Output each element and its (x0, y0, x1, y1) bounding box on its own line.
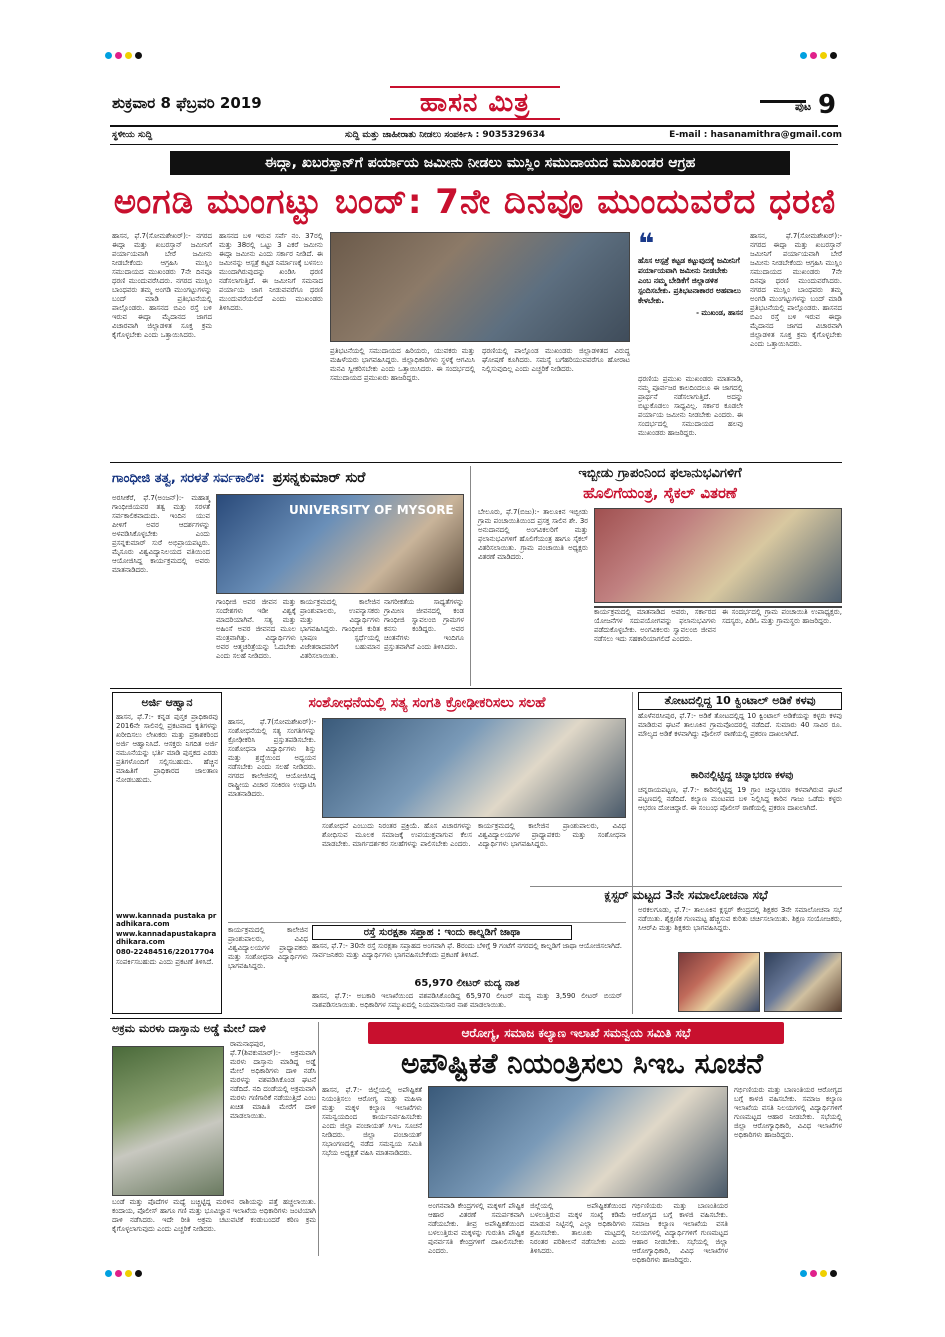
contact-tagline: ಸುದ್ದಿ ಮತ್ತು ಜಾಹೀರಾತು ನೀಡಲು ಸಂಪರ್ಕಿಸಿ : 9035329634 (345, 130, 546, 140)
appeal-box (112, 692, 222, 1014)
sand-raid-column-1: ರಾಮನಾಥಪುರ, ಫೆ.7(ಶಿವಕುಮಾರ್):- ಅಕ್ರಮವಾಗಿ ಮರಳು ದಾಸ್ತಾನು ಮಾಡಿದ್ದ ಅಡ್ಡೆ ಮೇಲೆ ಅಧಿಕಾರಿಗಳು ದಾಳಿ ನಡೆಸಿ ಮರಳನ್ನು ವಶಪಡಿಸಿಕೊಂಡ ಘಟನೆ ನಡೆದಿದೆ. ನದಿ ದಂಡೆಯಲ್ಲಿ ಅಕ್ರಮವಾಗಿ ಮರಳು ಗಣಿಗಾರಿಕೆ ನಡೆಯುತ್ತಿದೆ ಎಂಬ ಖಚಿತ ಮಾಹಿತಿ ಮೇರೆಗೆ ದಾಳಿ ಮಾಡಲಾಯಿತು. (230, 1040, 316, 1120)
header-divider (110, 125, 838, 127)
appeal-headline: ಅರ್ಜಿ ಆಹ್ವಾನ (141, 696, 193, 709)
cycle-photo-1 (594, 508, 842, 603)
cluster-photo-1 (678, 952, 760, 1012)
page-label: ಪುಟ (795, 100, 812, 113)
truth-column-3: ಕಾರ್ಯಕ್ರಮದಲ್ಲಿ ಕಾಲೇಜಿನ ಪ್ರಾಂಶುಪಾಲರು, ವಿವಿಧ ವಿಶ್ವವಿದ್ಯಾಲಯಗಳ ಪ್ರಾಧ್ಯಾಪಕರು ಮತ್ತು ಸಂಶೋಧನಾ ವಿದ್ಯಾರ್ಥಿಗಳು ಭಾಗವಹಿಸಿದ್ದರು. (478, 822, 626, 848)
gandhi-photo-banner: UNIVERSITY OF MYSORE (289, 503, 454, 517)
top-story-photo (330, 232, 630, 342)
truth-headline: ಸಂಶೋಧನೆಯಲ್ಲಿ ಸತ್ಯ ಸಂಗತಿ ಕ್ರೋಢೀಕರಿಸಲು ಸಲಹೆ (308, 695, 546, 711)
truth-column-1: ಹಾಸನ, ಫೆ.7(ಸೋಮಶೇಖರ್):- ಸಂಶೋಧನೆಯಲ್ಲಿ ಸತ್ಯ ಸಂಗತಿಗಳನ್ನು ಕ್ರೋಢೀಕರಿಸಿ ಪ್ರಸ್ತುತಪಡಿಸಬೇಕು. ಸಂಶೋಧನಾ ವಿದ್ಯಾರ್ಥಿಗಳು ಶಿಸ್ತು ಮತ್ತು ಶ್ರದ್ಧೆಯಿಂದ ಅಧ್ಯಯನ ನಡೆಸಬೇಕು ಎಂದು ಸಲಹೆ ನೀಡಿದರು. ನಗರದ ಕಾಲೇಜಿನಲ್ಲಿ ಆಯೋಜಿಸಿದ್ದ ರಾಷ್ಟ್ರೀಯ ವಿಚಾರ ಸಂಕಿರಣ ಉದ್ಘಾಟಿಸಿ ಮಾತನಾಡಿದರು. (228, 718, 316, 798)
gandhi-column-2: ಗಾಂಧೀಜಿ ಅವರ ಜೀವನ ಮತ್ತು ಸಂದೇಶಗಳು ಇಡೀ ವಿಶ್ವಕ್ಕೆ ಮಾದರಿಯಾಗಿವೆ. ಸತ್ಯ ಮತ್ತು ಅಹಿಂಸೆ ಅವರ ಜೀವನದ ಮೂಲ ಮಂತ್ರವಾಗಿತ್ತು. ವಿದ್ಯಾರ್ಥಿಗಳು ಅವರ ಆತ್ಮಚರಿತ್ರೆಯನ್ನು ಓದಬೇಕು ಎಂದು ಸಲಹೆ ನೀಡಿದರು. (216, 598, 296, 660)
cycle-column-3: ಈ ಸಂದರ್ಭದಲ್ಲಿ ಗ್ರಾಮ ಪಂಚಾಯಿತಿ ಉಪಾಧ್ಯಕ್ಷರು, ಸದಸ್ಯರು, ಪಿಡಿಓ ಮತ್ತು ಗ್ರಾಮಸ್ಥರು ಹಾಜರಿದ್ದರು. (722, 608, 842, 625)
gandhi-column-1: ಅರಸೀಕೆರೆ, ಫೆ.7(ಅಂಜನ್):- ಮಹಾತ್ಮ ಗಾಂಧೀಜಿಯವರ ತತ್ವ ಮತ್ತು ಸರಳತೆ ಸರ್ವಕಾಲಿಕವಾದುದು. ಇಂದಿನ ಯುವ ಪೀಳಿಗೆ ಅವರ ಆದರ್ಶಗಳನ್ನು ಅಳವಡಿಸಿಕೊಳ್ಳಬೇಕು ಎಂದು ಪ್ರಸನ್ನಕುಮಾರ್ ಸುರೆ ಅಭಿಪ್ರಾಯಪಟ್ಟರು. ಮೈಸೂರು ವಿಶ್ವವಿದ್ಯಾನಿಲಯದ ವತಿಯಿಂದ ಆಯೋಜಿಸಿದ್ದ ಕಾರ್ಯಕ್ರಮದಲ್ಲಿ ಅವರು ಮಾತನಾಡಿದರು. (112, 494, 210, 574)
gandhi-headline-part-a: ಗಾಂಧೀಜಿ ತತ್ವ, ಸರಳತೆ ಸರ್ವಕಾಲಿಕ: (112, 470, 265, 486)
cycle-headline-b: ಹೊಲಿಗೆಯಂತ್ರ, ಸೈಕಲ್ ವಿತರಣೆ (583, 484, 737, 502)
sand-raid-column-2: ಬಂಡೆ ಮತ್ತು ಪೊದೆಗಳ ಮಧ್ಯೆ ಬಚ್ಚಿಟ್ಟಿದ್ದ ಮರಳಿನ ರಾಶಿಯನ್ನು ಪತ್ತೆ ಹಚ್ಚಲಾಯಿತು. ಕಂದಾಯ, ಪೊಲೀಸ್ ಹಾಗೂ ಗಣಿ ಮತ್ತು ಭೂವಿಜ್ಞಾನ ಇಲಾಖೆಯ ಅಧಿಕಾರಿಗಳು ಜಂಟಿಯಾಗಿ ದಾಳಿ ನಡೆಸಿದರು. ಇದೇ ರೀತಿ ಅಕ್ರಮ ಚಟುವಟಿಕೆ ಕಂಡುಬಂದರೆ ಕಠಿಣ ಕ್ರಮ ಕೈಗೊಳ್ಳಲಾಗುವುದು ಎಂದು ಎಚ್ಚರಿಕೆ ನೀಡಿದರು. (112, 1198, 316, 1233)
appeal-body: ಹಾಸನ, ಫೆ.7:- ಕನ್ನಡ ಪುಸ್ತಕ ಪ್ರಾಧಿಕಾರವು 2016ನೇ ಸಾಲಿನಲ್ಲಿ ಪ್ರಕಟವಾದ ಕೃತಿಗಳನ್ನು ಖರೀದಿಸಲು ಲೇಖಕರು ಮತ್ತು ಪ್ರಕಾಶಕರಿಂದ ಅರ್ಜಿ ಆಹ್ವಾನಿಸಿದೆ. ಆಸಕ್ತರು ನಿಗದಿತ ಅರ್ಜಿ ನಮೂನೆಯನ್ನು ಭರ್ತಿ ಮಾಡಿ ಪುಸ್ತಕದ ಎರಡು ಪ್ರತಿಗಳೊಂದಿಗೆ ಸಲ್ಲಿಸಬಹುದು. ಹೆಚ್ಚಿನ ಮಾಹಿತಿಗೆ ಪ್ರಾಧಿಕಾರದ ಜಾಲತಾಣ ನೋಡಬಹುದು. (116, 713, 218, 784)
cycle-column-1: ಬೇಲೂರು, ಫೆ.7(ಬಿಜು):- ತಾಲೂಕಿನ ಇಬ್ಬೀಡು ಗ್ರಾಮ ಪಂಚಾಯಿತಿಯಿಂದ ಪ್ರಸಕ್ತ ಸಾಲಿನ ಶೇ. 3ರ ಅನುದಾನದಲ್ಲಿ ಅಂಗವಿಕಲರಿಗೆ ಮತ್ತು ಫಲಾನುಭವಿಗಳಿಗೆ ಹೊಲಿಗೆಯಂತ್ರ ಹಾಗೂ ಸೈಕಲ್ ವಿತರಿಸಲಾಯಿತು. ಗ್ರಾಮ ಪಂಚಾಯಿತಿ ಅಧ್ಯಕ್ಷರು ವಿತರಣೆ ಮಾಡಿದರು. (478, 508, 588, 561)
gandhi-column-3: ಕಾರ್ಯಕ್ರಮದಲ್ಲಿ ಕಾಲೇಜಿನ ಪ್ರಾಂಶುಪಾಲರು, ಉಪನ್ಯಾಸಕರು ಮತ್ತು ವಿದ್ಯಾರ್ಥಿಗಳು ಭಾಗವಹಿಸಿದ್ದರು. ಗಾಂಧೀಜಿ ಕುರಿತ ಭಾಷಣ ಸ್ಪರ್ಧೆಯಲ್ಲಿ ವಿಜೇತರಾದವರಿಗೆ ಬಹುಮಾನ ವಿತರಿಸಲಾಯಿತು. (300, 598, 380, 660)
page-number: 9 (818, 90, 837, 120)
contact-email: E-mail : hasanamithra@gmail.com (669, 130, 842, 140)
theft2-headline: ಕಾರಿನಲ್ಲಿಟ್ಟಿದ್ದ ಚಿನ್ನಾಭರಣ ಕಳವು (690, 770, 794, 781)
quote-author: - ಮುಖಂಡ, ಹಾಸನ (696, 309, 743, 317)
section-divider-3 (110, 1018, 842, 1019)
road-safety-body: ಹಾಸನ, ಫೆ.7:- 30ನೇ ರಸ್ತೆ ಸುರಕ್ಷತಾ ಸಪ್ತಾಹದ ಅಂಗವಾಗಿ ಫೆ. 8ರಂದು ಬೆಳಿಗ್ಗೆ 9 ಗಂಟೆಗೆ ನಗರದಲ್ಲಿ ಕಾಲ್ನಡಿಗೆ ಜಾಥಾ ಆಯೋಜಿಸಲಾಗಿದೆ. ಸಾರ್ವಜನಿಕರು ಮತ್ತು ವಿದ್ಯಾರ್ಥಿಗಳು ಭಾಗವಹಿಸಬೇಕೆಂದು ಪ್ರಕಟಣೆ ತಿಳಿಸಿದೆ. (312, 942, 622, 959)
masthead-title: ಹಾಸನ ಮಿತ್ರ (419, 88, 531, 118)
gandhi-headline-part-b: ಪ್ರಸನ್ನಕುಮಾರ್ ಸುರೆ (272, 470, 366, 486)
masthead-frame (390, 86, 560, 120)
truth-column-4: ಕಾರ್ಯಕ್ರಮದಲ್ಲಿ ಕಾಲೇಜಿನ ಪ್ರಾಂಶುಪಾಲರು, ವಿವಿಧ ವಿಶ್ವವಿದ್ಯಾಲಯಗಳ ಪ್ರಾಧ್ಯಾಪಕರು ಮತ್ತು ಸಂಶೋಧನಾ ವಿದ್ಯಾರ್ಥಿಗಳು ಭಾಗವಹಿಸಿದ್ದರು. (228, 926, 308, 970)
liquor-body: ಹಾಸನ, ಫೆ.7:- ಅಬಕಾರಿ ಇಲಾಖೆಯಿಂದ ವಶಪಡಿಸಿಕೊಂಡಿದ್ದ 65,970 ಲೀಟರ್ ಮದ್ಯ ಮತ್ತು 3,590 ಲೀಟರ್ ಬಿಯರ್ ನಾಶಪಡಿಸಲಾಯಿತು. ಅಧಿಕಾರಿಗಳ ಸಮ್ಮುಖದಲ್ಲಿ ನಿಯಮಾನುಸಾರ ನಾಶ ಮಾಡಲಾಯಿತು. (312, 992, 622, 1009)
gandhi-photo (216, 494, 464, 594)
top-story-quote-box (638, 227, 743, 372)
top-story-column-4: ಧರಣಿಯಲ್ಲಿ ಪಾಲ್ಗೊಂಡ ಮುಖಂಡರು ಜಿಲ್ಲಾಡಳಿತದ ವಿರುದ್ಧ ಘೋಷಣೆ ಕೂಗಿದರು. ಸಮಸ್ಯೆ ಬಗೆಹರಿಯುವವರೆಗೂ ಹೋರಾಟ ನಿಲ್ಲಿಸುವುದಿಲ್ಲ ಎಂದು ಎಚ್ಚರಿಕೆ ನೀಡಿದರು. (482, 347, 630, 373)
health-headline: ಅಪೌಷ್ಟಿಕತೆ ನಿಯಂತ್ರಿಸಲು ಸಿಇಒ ಸೂಚನೆ (401, 1047, 763, 1080)
theft1-headline: ತೋಟದಲ್ಲಿದ್ದ 10 ಕ್ವಿಂಟಾಲ್ ಅಡಿಕೆ ಕಳವು (638, 692, 842, 710)
section-label: ಸ್ಥಳೀಯ ಸುದ್ದಿ (112, 130, 153, 140)
page-date: ಶುಕ್ರವಾರ 8 ಫೆಬ್ರವರಿ 2019 (112, 94, 262, 112)
truth-photo (322, 718, 626, 818)
top-story-column-2: ಹಾಸನದ ಬಳಿ ಇರುವ ಸರ್ವೆ ನಂ. 37ರಲ್ಲಿ ಮತ್ತು 38ರಲ್ಲಿ ಒಟ್ಟು 3 ಎಕರೆ ಜಮೀನು ಈದ್ಗಾ ಜಮೀನು ಎಂದು ಸರ್ಕಾರ ನೀಡಿದೆ. ಈ ಜಮೀನನ್ನು ಆಸ್ಪತ್ರೆ ಕಟ್ಟಡ ನಿರ್ಮಾಣಕ್ಕೆ ಬಳಸಲು ಮುಂದಾಗಿರುವುದನ್ನು ಖಂಡಿಸಿ ಧರಣಿ ನಡೆಸಲಾಗುತ್ತಿದೆ. ಈ ಜಮೀನಿಗೆ ಸಮನಾದ ಪರ್ಯಾಯ ಜಾಗ ನೀಡುವವರೆಗೂ ಧರಣಿ ಮುಂದುವರೆಯಲಿದೆ ಎಂದು ಮುಖಂಡರು ತಿಳಿಸಿದರು. (219, 232, 323, 312)
top-story-column-1: ಹಾಸನ, ಫೆ.7(ಸೋಮಶೇಖರ್):- ನಗರದ ಈದ್ಗಾ ಮತ್ತು ಖಬರಸ್ತಾನ್ ಜಮೀನಿಗೆ ಪರ್ಯಾಯವಾಗಿ ಬೇರೆ ಜಮೀನು ನೀಡಬೇಕೆಂದು ಆಗ್ರಹಿಸಿ ಮುಸ್ಲಿಂ ಸಮುದಾಯದ ಮುಖಂಡರು 7ನೇ ದಿನವೂ ಧರಣಿ ಮುಂದುವರೆಸಿದರು. ನಗರದ ಮುಸ್ಲಿಂ ಬಾಂಧವರು ತಮ್ಮ ಅಂಗಡಿ ಮುಂಗಟ್ಟುಗಳನ್ನು ಬಂದ್ ಮಾಡಿ ಪ್ರತಿಭಟನೆಯಲ್ಲಿ ಪಾಲ್ಗೊಂಡರು. ಹಾಸನದ ಬಿಎಂ ರಸ್ತೆ ಬಳಿ ಇರುವ ಈದ್ಗಾ ಮೈದಾನದ ಜಾಗದ ವಿಚಾರವಾಗಿ ಜಿಲ್ಲಾಡಳಿತ ಸೂಕ್ತ ಕ್ರಮ ಕೈಗೊಳ್ಳಬೇಕು ಎಂದು ಒತ್ತಾಯಿಸಿದರು. (112, 232, 212, 339)
top-story-column-6: ಹಾಸನ, ಫೆ.7(ಸೋಮಶೇಖರ್):- ನಗರದ ಈದ್ಗಾ ಮತ್ತು ಖಬರಸ್ತಾನ್ ಜಮೀನಿಗೆ ಪರ್ಯಾಯವಾಗಿ ಬೇರೆ ಜಮೀನು ನೀಡಬೇಕೆಂದು ಆಗ್ರಹಿಸಿ ಮುಸ್ಲಿಂ ಸಮುದಾಯದ ಮುಖಂಡರು 7ನೇ ದಿನವೂ ಧರಣಿ ಮುಂದುವರೆಸಿದರು. ನಗರದ ಮುಸ್ಲಿಂ ಬಾಂಧವರು ತಮ್ಮ ಅಂಗಡಿ ಮುಂಗಟ್ಟುಗಳನ್ನು ಬಂದ್ ಮಾಡಿ ಪ್ರತಿಭಟನೆಯಲ್ಲಿ ಪಾಲ್ಗೊಂಡರು. ಹಾಸನದ ಬಿಎಂ ರಸ್ತೆ ಬಳಿ ಇರುವ ಈದ್ಗಾ ಮೈದಾನದ ಜಾಗದ ವಿಚಾರವಾಗಿ ಜಿಲ್ಲಾಡಳಿತ ಸೂಕ್ತ ಕ್ರಮ ಕೈಗೊಳ್ಳಬೇಕು ಎಂದು ಒತ್ತಾಯಿಸಿದರು. (750, 232, 842, 348)
registration-marks-bottom-left (105, 1270, 142, 1277)
liquor-headline: 65,970 ಲೀಟರ್ ಮದ್ಯ ನಾಶ (414, 978, 520, 989)
column-divider-mid (470, 466, 471, 686)
top-story-kicker: ಈದ್ಗಾ, ಖಬರಸ್ತಾನ್‌ಗೆ ಪರ್ಯಾಯ ಜಮೀನು ನೀಡಲು ಮುಸ್ಲಿಂ ಸಮುದಾಯದ ಮುಖಂಡರ ಆಗ್ರಹ (170, 151, 790, 175)
health-column-3: ಜಿಲ್ಲೆಯಲ್ಲಿ ಅಪೌಷ್ಟಿಕತೆಯಿಂದ ಬಳಲುತ್ತಿರುವ ಮಕ್ಕಳ ಸಂಖ್ಯೆ ಕಡಿಮೆ ಮಾಡುವ ನಿಟ್ಟಿನಲ್ಲಿ ಎಲ್ಲಾ ಅಧಿಕಾರಿಗಳು ಶ್ರಮಿಸಬೇಕು. ತಾಲೂಕು ಮಟ್ಟದಲ್ಲಿ ನಿರಂತರ ಪರಿಶೀಲನೆ ನಡೆಸಬೇಕು ಎಂದು ತಿಳಿಸಿದರು. (530, 1202, 626, 1255)
health-column-5: ಗರ್ಭಿಣಿಯರು ಮತ್ತು ಬಾಣಂತಿಯರ ಆರೋಗ್ಯದ ಬಗ್ಗೆ ಕಾಳಜಿ ವಹಿಸಬೇಕು. ಸಮಾಜ ಕಲ್ಯಾಣ ಇಲಾಖೆಯ ವಸತಿ ನಿಲಯಗಳಲ್ಲಿ ವಿದ್ಯಾರ್ಥಿಗಳಿಗೆ ಗುಣಮಟ್ಟದ ಆಹಾರ ನೀಡಬೇಕು. ಸಭೆಯಲ್ಲಿ ಜಿಲ್ಲಾ ಆರೋಗ್ಯಾಧಿಕಾರಿ, ವಿವಿಧ ಇಲಾಖೆಗಳ ಅಧಿಕಾರಿಗಳು ಹಾಜರಿದ್ದರು. (734, 1086, 842, 1139)
cycle-column-2: ಕಾರ್ಯಕ್ರಮದಲ್ಲಿ ಮಾತನಾಡಿದ ಅವರು, ಸರ್ಕಾರದ ಯೋಜನೆಗಳ ಸದುಪಯೋಗವನ್ನು ಫಲಾನುಭವಿಗಳು ಪಡೆದುಕೊಳ್ಳಬೇಕು. ಅಂಗವಿಕಲರು ಸ್ವಾವಲಂಬಿ ಜೀವನ ನಡೆಸಲು ಇದು ಸಹಕಾರಿಯಾಗಲಿದೆ ಎಂದರು. (594, 608, 716, 643)
cycle-headline-a: ಇಬ್ಬೀಡು ಗ್ರಾಪಂನಿಂದ ಫಲಾನುಭವಿಗಳಿಗೆ (578, 466, 742, 481)
theft1-body: ಹೊಳೆನರಸೀಪುರ, ಫೆ.7:- ಅಡಿಕೆ ತೋಟದಲ್ಲಿದ್ದ 10 ಕ್ವಿಂಟಾಲ್ ಅಡಿಕೆಯನ್ನು ಕಳ್ಳರು ಕಳವು ಮಾಡಿರುವ ಘಟನೆ ತಾಲೂಕಿನ ಗ್ರಾಮವೊಂದರಲ್ಲಿ ನಡೆದಿದೆ. ಸುಮಾರು 40 ಸಾವಿರ ರೂ. ಮೌಲ್ಯದ ಅಡಿಕೆ ಕಳವಾಗಿದ್ದು ಪೊಲೀಸ್ ಠಾಣೆಯಲ್ಲಿ ಪ್ರಕರಣ ದಾಖಲಾಗಿದೆ. (638, 712, 842, 738)
cluster-headline: ಕ್ಲಸ್ಟರ್ ಮಟ್ಟದ 3ನೇ ಸಮಾಲೋಚನಾ ಸಭೆ (604, 888, 768, 902)
road-safety-headline: ರಸ್ತೆ ಸುರಕ್ಷತಾ ಸಪ್ತಾಹ : ಇಂದು ಕಾಲ್ನಡಿಗೆ ಜಾಥಾ (312, 925, 572, 940)
registration-marks-top-left (105, 52, 142, 59)
appeal-url-2[interactable]: www.kannadapustakapradhikara.com (116, 930, 217, 946)
top-story-column-3: ಪ್ರತಿಭಟನೆಯಲ್ಲಿ ಸಮುದಾಯದ ಹಿರಿಯರು, ಯುವಕರು ಮತ್ತು ಮಹಿಳೆಯರು ಭಾಗವಹಿಸಿದ್ದರು. ಜಿಲ್ಲಾಧಿಕಾರಿಗಳು ಸ್ಥಳಕ್ಕೆ ಆಗಮಿಸಿ ಮನವಿ ಸ್ವೀಕರಿಸಬೇಕು ಎಂದು ಒತ್ತಾಯಿಸಿದರು. ಈ ಸಂದರ್ಭದಲ್ಲಿ ಸಮುದಾಯದ ಪ್ರಮುಖರು ಹಾಜರಿದ್ದರು. (330, 347, 475, 382)
cluster-photo-2 (764, 952, 842, 1012)
health-column-2: ಅಂಗನವಾಡಿ ಕೇಂದ್ರಗಳಲ್ಲಿ ಮಕ್ಕಳಿಗೆ ಪೌಷ್ಟಿಕ ಆಹಾರ ವಿತರಣೆ ಸಮರ್ಪಕವಾಗಿ ನಡೆಯಬೇಕು. ತೀವ್ರ ಅಪೌಷ್ಟಿಕತೆಯಿಂದ ಬಳಲುತ್ತಿರುವ ಮಕ್ಕಳನ್ನು ಗುರುತಿಸಿ ಪೌಷ್ಟಿಕ ಪುನರ್ವಸತಿ ಕೇಂದ್ರಗಳಿಗೆ ದಾಖಲಿಸಬೇಕು ಎಂದರು. (428, 1202, 524, 1255)
quote-mark-icon: ❝ (638, 227, 655, 260)
appeal-phone: 080-22484516/22017704 (116, 948, 215, 956)
health-column-1: ಹಾಸನ, ಫೆ.7:- ಜಿಲ್ಲೆಯಲ್ಲಿ ಅಪೌಷ್ಟಿಕತೆ ನಿಯಂತ್ರಿಸಲು ಆರೋಗ್ಯ ಮತ್ತು ಮಹಿಳಾ ಮತ್ತು ಮಕ್ಕಳ ಕಲ್ಯಾಣ ಇಲಾಖೆಗಳು ಸಮನ್ವಯದಿಂದ ಕಾರ್ಯನಿರ್ವಹಿಸಬೇಕು ಎಂದು ಜಿಲ್ಲಾ ಪಂಚಾಯತ್ ಸಿಇಒ ಸೂಚನೆ ನೀಡಿದರು. ಜಿಲ್ಲಾ ಪಂಚಾಯತ್ ಸಭಾಂಗಣದಲ್ಲಿ ನಡೆದ ಸಮನ್ವಯ ಸಮಿತಿ ಸಭೆಯ ಅಧ್ಯಕ್ಷತೆ ವಹಿಸಿ ಮಾತನಾಡಿದರು. (322, 1086, 422, 1157)
cluster-divider (530, 886, 842, 887)
top-story-column-5: ಧರಣಿಯ ಪ್ರಮುಖ ಮುಖಂಡರು ಮಾತನಾಡಿ, ನಮ್ಮ ಪೂರ್ವಜರ ಕಾಲದಿಂದಲೂ ಈ ಜಾಗದಲ್ಲಿ ಪ್ರಾರ್ಥನೆ ನಡೆಸಲಾಗುತ್ತಿದೆ. ಅದನ್ನು ಬಿಟ್ಟುಕೊಡಲು ಸಾಧ್ಯವಿಲ್ಲ. ಸರ್ಕಾರ ಕೂಡಲೇ ಪರ್ಯಾಯ ಜಮೀನು ನೀಡಬೇಕು ಎಂದರು. ಈ ಸಂದರ್ಭದಲ್ಲಿ ಸಮುದಾಯದ ಹಲವು ಮುಖಂಡರು ಹಾಜರಿದ್ದರು. (638, 375, 743, 437)
top-story-quote: ಹೊಸ ಆಸ್ಪತ್ರೆ ಕಟ್ಟಡ ಕಟ್ಟುವುದಕ್ಕೆ ಜಮೀನಿಗೆ ಪರ್ಯಾಯವಾಗಿ ಜಮೀನು ನೀಡಬೇಕು ಎಂಬ ನಮ್ಮ ಬೇಡಿಕೆಗೆ ಜಿಲ್ಲಾಡಳಿತ ಸ್ಪಂದಿಸಬೇಕು. ಪ್ರತಿಭಟನಾಕಾರರ ಅಹವಾಲು ಕೇಳಬೇಕು. (638, 256, 741, 305)
registration-marks-top-right (800, 52, 837, 59)
gandhi-headline (112, 466, 462, 490)
column-divider-right (632, 692, 633, 1014)
health-photo (428, 1086, 728, 1198)
registration-marks-bottom-right (800, 1270, 837, 1277)
gandhi-column-4: ನಾಗರೀಕತೆಯ ಸಾಧ್ಯತೆಗಳನ್ನು ಗ್ರಾಮೀಣ ಜೀವನದಲ್ಲಿ ಕಂಡ ಗಾಂಧೀಜಿ ಸ್ವಾವಲಂಬಿ ಗ್ರಾಮಗಳ ಕನಸು ಕಂಡಿದ್ದರು. ಅವರ ಚಿಂತನೆಗಳು ಇಂದಿಗೂ ಪ್ರಸ್ತುತವಾಗಿವೆ ಎಂದು ತಿಳಿಸಿದರು. (384, 598, 464, 651)
sand-raid-headline: ಅಕ್ರಮ ಮರಳು ದಾಸ್ತಾನು ಅಡ್ಡೆ ಮೇಲೆ ದಾಳಿ (112, 1022, 266, 1035)
appeal-url-1[interactable]: www.kannada pustaka pradhikara.com (116, 912, 217, 928)
theft2-body: ಚನ್ನರಾಯಪಟ್ಟಣ, ಫೆ.7:- ಕಾರಿನಲ್ಲಿಟ್ಟಿದ್ದ 19 ಗ್ರಾಂ ಚಿನ್ನಾಭರಣ ಕಳವಾಗಿರುವ ಘಟನೆ ಪಟ್ಟಣದಲ್ಲಿ ನಡೆದಿದೆ. ಕಲ್ಯಾಣ ಮಂಟಪದ ಬಳಿ ನಿಲ್ಲಿಸಿದ್ದ ಕಾರಿನ ಗಾಜು ಒಡೆದು ಕಳ್ಳರು ಆಭರಣ ದೋಚಿದ್ದಾರೆ. ಈ ಸಂಬಂಧ ಪೊಲೀಸ್ ಠಾಣೆಯಲ್ಲಿ ಪ್ರಕರಣ ದಾಖಲಾಗಿದೆ. (638, 786, 842, 812)
appeal-tail: ಸಂಪರ್ಕಿಸಬಹುದು ಎಂದು ಪ್ರಕಟಣೆ ತಿಳಿಸಿದೆ. (116, 958, 214, 966)
top-story-headline: ಅಂಗಡಿ ಮುಂಗಟ್ಟು ಬಂದ್: 7ನೇ ದಿನವೂ ಮುಂದುವರೆದ ಧರಣಿ (113, 182, 837, 222)
truth-column-2: ಸಂಶೋಧನೆ ಎಂಬುದು ನಿರಂತರ ಪ್ರಕ್ರಿಯೆ. ಹೊಸ ವಿಚಾರಗಳನ್ನು ಶೋಧಿಸುವ ಮೂಲಕ ಸಮಾಜಕ್ಕೆ ಉಪಯುಕ್ತವಾಗುವ ಕೆಲಸ ಮಾಡಬೇಕು. ಮಾರ್ಗದರ್ಶಕರ ಸಲಹೆಗಳನ್ನು ಪಾಲಿಸಬೇಕು ಎಂದರು. (322, 822, 472, 848)
health-column-4: ಗರ್ಭಿಣಿಯರು ಮತ್ತು ಬಾಣಂತಿಯರ ಆರೋಗ್ಯದ ಬಗ್ಗೆ ಕಾಳಜಿ ವಹಿಸಬೇಕು. ಸಮಾಜ ಕಲ್ಯಾಣ ಇಲಾಖೆಯ ವಸತಿ ನಿಲಯಗಳಲ್ಲಿ ವಿದ್ಯಾರ್ಥಿಗಳಿಗೆ ಗುಣಮಟ್ಟದ ಆಹಾರ ನೀಡಬೇಕು. ಸಭೆಯಲ್ಲಿ ಜಿಲ್ಲಾ ಆರೋಗ್ಯಾಧಿಕಾರಿ, ವಿವಿಧ ಇಲಾಖೆಗಳ ಅಧಿಕಾರಿಗಳು ಹಾಜರಿದ್ದರು. (632, 1202, 728, 1264)
header-divider-2 (110, 144, 838, 145)
cluster-body: ಅರಕಲಗೂಡು, ಫೆ.7:- ತಾಲೂಕಿನ ಕ್ಲಸ್ಟರ್ ಕೇಂದ್ರದಲ್ಲಿ ಶಿಕ್ಷಕರ 3ನೇ ಸಮಾಲೋಚನಾ ಸಭೆ ನಡೆಯಿತು. ಶೈಕ್ಷಣಿಕ ಗುಣಮಟ್ಟ ಹೆಚ್ಚಿಸುವ ಕುರಿತು ಚರ್ಚಿಸಲಾಯಿತು. ಶಿಕ್ಷಣ ಸಂಯೋಜಕರು, ಸಿಆರ್‌ಪಿ ಮತ್ತು ಶಿಕ್ಷಕರು ಭಾಗವಹಿಸಿದ್ದರು. (638, 906, 842, 932)
column-divider-bottom (318, 1022, 319, 1256)
sand-raid-photo (112, 1046, 224, 1196)
health-kicker: ಆರೋಗ್ಯ, ಸಮಾಜ ಕಲ್ಯಾಣ ಇಲಾಖೆ ಸಮನ್ವಯ ಸಮಿತಿ ಸಭೆ (368, 1022, 784, 1044)
section-divider-1 (110, 462, 842, 463)
section-divider-2 (110, 688, 842, 689)
road-safety-divider (228, 922, 626, 923)
